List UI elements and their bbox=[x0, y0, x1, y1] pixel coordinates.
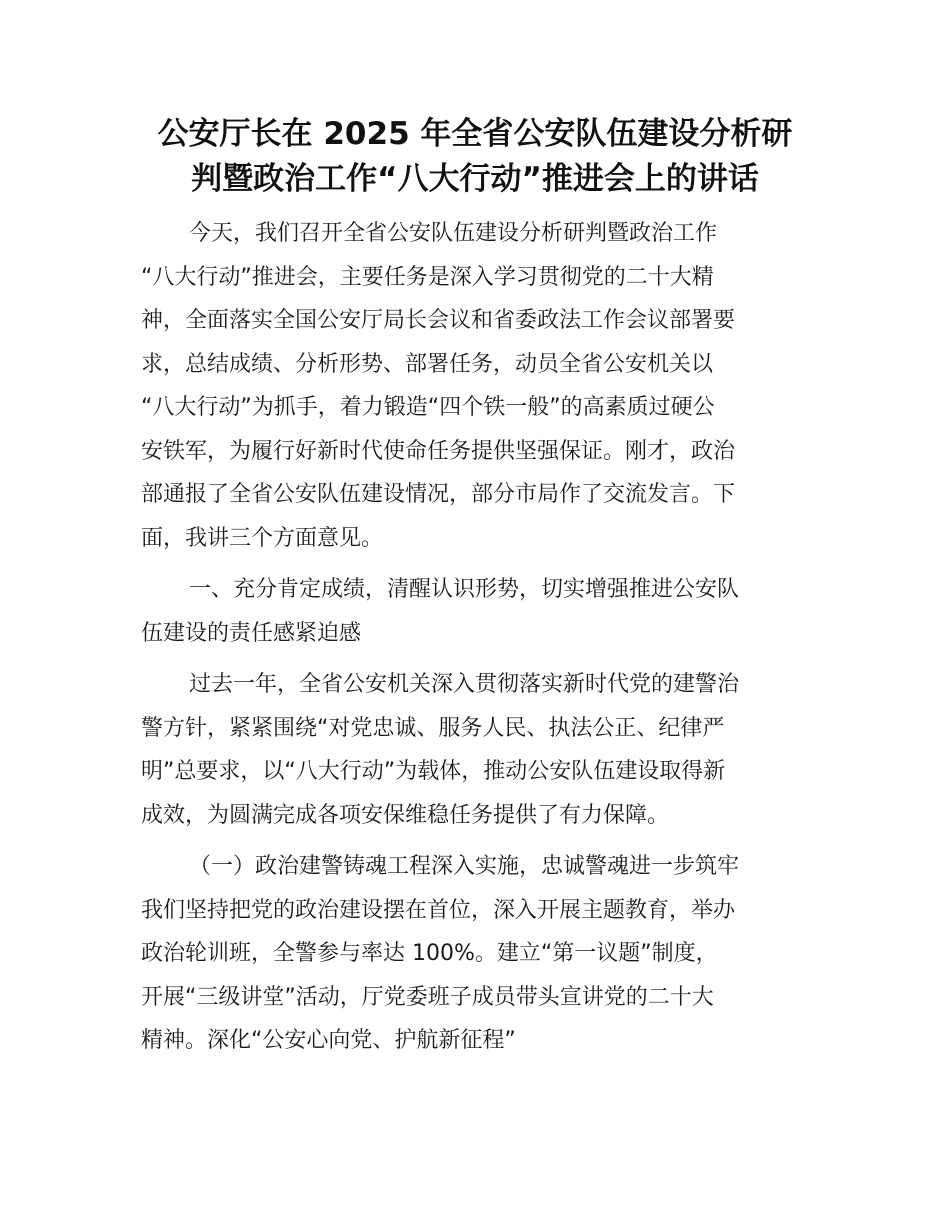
text-line: 政治轮训班，全警参与率达 100%。建立“第一议题”制度， bbox=[141, 941, 718, 966]
text-line: 安铁军，为履行好新时代使命任务提供坚强保证。刚才，政治 bbox=[141, 438, 736, 464]
text-line: （一）政治建警铸魂工程深入实施，忠诚警魂进一步筑牢 bbox=[189, 854, 740, 879]
text-line: 过去一年，全省公安机关深入贯彻落实新时代党的建警治 bbox=[189, 672, 740, 697]
text-line: 部通报了全省公安队伍建设情况，部分市局作了交流发言。下 bbox=[141, 482, 736, 507]
text-line: 今天，我们召开全省公安队伍建设分析研判暨政治工作 bbox=[189, 221, 718, 246]
text-line: 一、充分肯定成绩，清醒认识形势，切实增强推进公安队 bbox=[189, 577, 740, 602]
title-line: 判暨政治工作“八大行动”推进会上的讲话 bbox=[191, 161, 759, 197]
text-line: “八大行动”为抓手，着力锻造“四个铁一般”的高素质过硬公 bbox=[141, 395, 715, 420]
paragraph-subsection-1 bbox=[141, 845, 811, 1063]
text-line: 开展“三级讲堂”活动，厅党委班子成员带头宣讲党的二十大 bbox=[141, 984, 714, 1010]
text-line: 精神。深化“公安心向党、护航新征程” bbox=[141, 1028, 516, 1053]
document-title bbox=[100, 112, 850, 202]
title-line: 公安厅长在 2025 年全省公安队伍建设分析研 bbox=[157, 116, 793, 152]
text-line: 伍建设的责任感紧迫感 bbox=[141, 620, 362, 646]
text-line: 求，总结成绩、分析形势、部署任务，动员全省公安机关以 bbox=[141, 351, 714, 377]
document-body bbox=[141, 212, 811, 1071]
text-line: 我们坚持把党的政治建设摆在首位，深入开展主题教育，举办 bbox=[141, 897, 736, 923]
text-line: 明”总要求，以“八大行动”为载体，推动公安队伍建设取得新 bbox=[141, 759, 726, 784]
paragraph-opening bbox=[141, 212, 811, 560]
text-line: 成效，为圆满完成各项安保维稳任务提供了有力保障。 bbox=[141, 802, 670, 828]
section-heading-1 bbox=[141, 568, 811, 655]
paragraph-review bbox=[141, 663, 811, 837]
text-line: “八大行动”推进会，主要任务是深入学习贯彻党的二十大精 bbox=[141, 264, 714, 290]
text-line: 面，我讲三个方面意见。 bbox=[141, 525, 384, 551]
text-line: 神，全面落实全国公安厅局长会议和省委政法工作会议部署要 bbox=[141, 308, 736, 333]
text-line: 警方针，紧紧围绕“对党忠诚、服务人民、执法公正、纪律严 bbox=[141, 715, 725, 741]
